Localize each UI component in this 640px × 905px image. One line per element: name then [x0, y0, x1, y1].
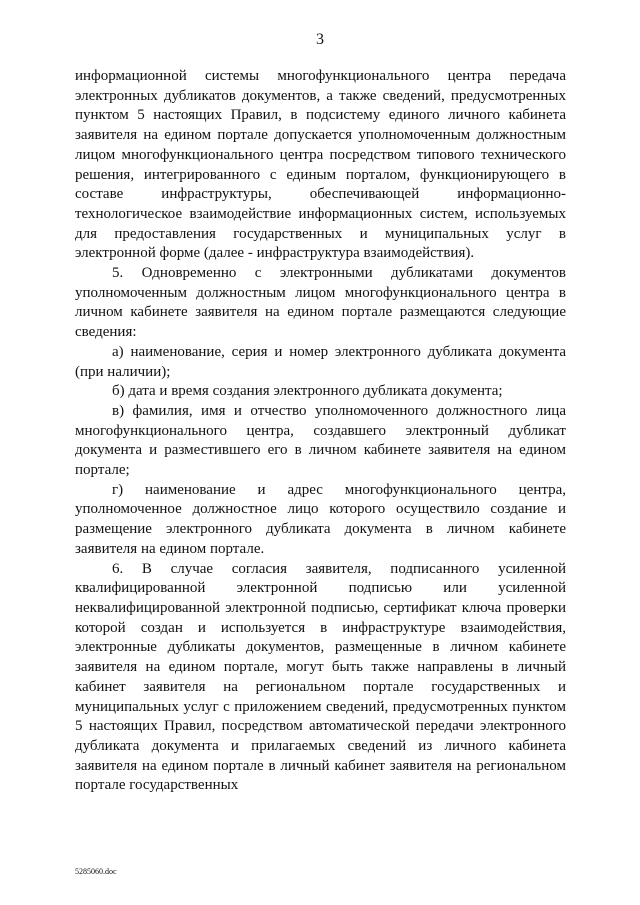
paragraph-item-5v: в) фамилия, имя и отчество уполномоченного должностного лица многофункционального центра, создавшего электронный дубликат документа и разместившего его в личном кабинете заявителя на едином портале; — [75, 402, 566, 479]
paragraph-item-6: 6. В случае согласия заявителя, подписанного усиленной квалифицированной электронной подписью или усиленной неквалифицированной электронной подписью, сертификат ключа проверки которой создан и используется в инфраструктуре взаимодействия, электронные дубликаты документов, размещенные в личном кабинете заявителя на едином портале, могут быть также направлены в личный кабинет заявителя на региональном портале государственных и муниципальных услуг с приложением сведений, предусмотренных пунктом 5 настоящих Правил, посредством автоматической передачи электронного дубликата документа и прилагаемых сведений из личного кабинета заявителя на едином портале в личный кабинет заявителя на региональном портале государственных — [75, 560, 566, 794]
document-body — [75, 67, 566, 796]
paragraph-item-5b: б) дата и время создания электронного дубликата документа; — [112, 383, 503, 400]
page-number: 3 — [316, 31, 324, 48]
paragraph-item-5a: а) наименование, серия и номер электронного дубликата документа (при наличии); — [75, 343, 566, 380]
paragraph-item-5: 5. Одновременно с электронными дубликатами документов уполномоченным должностным лицом многофункционального центра в личном кабинете заявителя на едином портале размещаются следующие сведения: — [75, 265, 566, 341]
paragraph-continuation: информационной системы многофункционального центра передача электронных дубликатов документов, а также сведений, предусмотренных пунктом 5 настоящих Правил, в подсистему единого личного кабинета заявителя на едином портале допускается уполномоченным должностным лицом многофункционального центра посредством типового технического решения, интегрированного с единым порталом, функционирующего в составе инфраструктуры, обеспечивающей информационно-технологическое взаимодействие информационных систем, используемых для предоставления государственных и муниципальных услуг в электронной форме (далее - инфраструктура взаимодействия). — [75, 68, 566, 262]
paragraph-item-5g: г) наименование и адрес многофункционального центра, уполномоченное должностное лицо которого осуществило создание и размещение электронного дубликата документа в личном кабинете заявителя на едином портале. — [75, 481, 566, 557]
footer-filename: 5285060.doc — [75, 867, 117, 876]
